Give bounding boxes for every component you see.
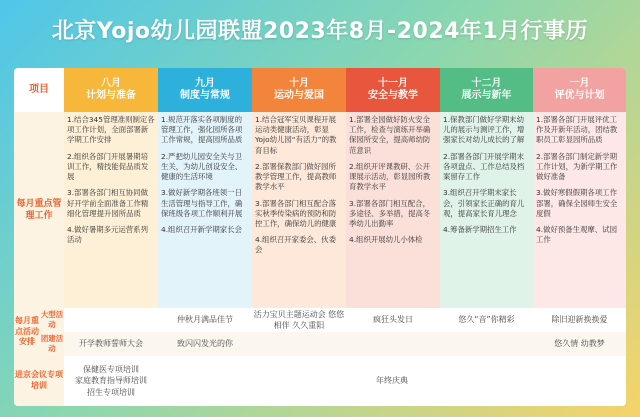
activities-group-label: 每月重点活动安排 xyxy=(14,308,40,356)
work-item: 2.部署各部门开展学期末各项盘点、工作总结及档案留存工作 xyxy=(443,151,525,182)
work-item: 1.部署全园做好防火安全工作，检查与演练开举确保园所安全，提高师幼防范意识 xyxy=(349,115,431,155)
calendar-table-panel xyxy=(14,68,626,406)
work-item: 4.组织召开新学期家长会 xyxy=(161,224,242,234)
work-item: 3.组织召开学期末家长会，引领家长正确的育儿观，提高家长育儿理念 xyxy=(443,188,525,218)
team-activity-label: 团建活动 xyxy=(40,332,64,356)
month-theme: 运动与爱国 xyxy=(274,90,324,101)
month-header-sep xyxy=(158,68,252,112)
training-mid: 年终庆典 xyxy=(158,356,626,406)
team-activity-oct xyxy=(252,332,346,356)
work-item: 2.部署保教部门做好园所教学管理工作，提高教师教学水平 xyxy=(255,161,337,192)
month-header-aug xyxy=(64,68,158,112)
training-row xyxy=(14,356,626,406)
month-name: 八月 xyxy=(101,77,121,89)
work-item: 4.组织召开家委会、伙委会 xyxy=(255,235,336,255)
month-theme: 评优与计划 xyxy=(554,90,605,101)
work-cell-oct xyxy=(252,112,346,308)
work-item: 3.部署各部门相互配合，多途径、多举措，提高冬季幼儿出勤率 xyxy=(349,198,431,228)
work-cell-sep xyxy=(158,112,252,308)
training-row-label: 进京会议专项培训 xyxy=(14,356,64,406)
month-name: 九月 xyxy=(195,77,215,89)
major-activity-sep: 仲秋月满品佳节 xyxy=(158,308,252,332)
month-theme: 安全与教学 xyxy=(368,90,418,101)
month-name: 一月 xyxy=(569,77,590,89)
work-item: 4.做好暑期多元运营系列活动 xyxy=(67,224,148,245)
month-header-oct xyxy=(252,68,346,112)
major-activity-jan: 除旧迎新换换爱 xyxy=(533,308,626,332)
work-item: 2.部署各部门制定新学期工作计划，为新学期工作做好准备 xyxy=(536,151,618,182)
work-item: 3.做好新学期各班领一日生活管理与指导工作，确保班级各项工作顺利开展 xyxy=(161,188,243,218)
month-theme: 展示与新年 xyxy=(461,90,512,101)
work-row xyxy=(14,112,626,308)
work-item: 2.组织开评课教研、公开课展示活动，彰显园所教育教学水平 xyxy=(349,161,431,192)
work-cell-dec xyxy=(440,112,533,308)
month-name: 十月 xyxy=(289,77,309,89)
work-item: 4.做好预备生观摩、试园工作 xyxy=(536,224,617,245)
work-item: 3.部署各部门相互配合落实秋季传染病的预防和防控工作，确保幼儿的健康 xyxy=(255,198,337,228)
work-item: 3.做好寒假假期各项工作部署，确保全园师生安全度假 xyxy=(536,188,618,218)
work-cell-nov xyxy=(346,112,440,308)
header-row xyxy=(14,68,626,112)
work-item: 3.部署各部门相互协同做好开学前全面准备工作精细化管理提升园所品质 xyxy=(67,188,149,218)
team-activity-dec xyxy=(440,332,533,356)
work-item: 2.严把幼儿园安全关与卫生关，为幼儿创设安全、健康的生活环境 xyxy=(161,151,243,182)
month-name: 十二月 xyxy=(471,77,502,89)
major-activity-row xyxy=(14,308,626,332)
team-activity-aug: 开学教师誓师大会 xyxy=(64,332,158,356)
project-header: 项目 xyxy=(14,68,64,112)
training-left: 保健医专项培训 家庭教育指导师培训 招生专项培训 xyxy=(64,356,158,406)
work-cell-jan xyxy=(533,112,626,308)
calendar-table xyxy=(14,68,626,406)
work-item: 1.部署各部门开展评优工作及开新年活动，团结教职员工彰显园所品质 xyxy=(536,115,618,145)
work-item: 1.结合345管理准则制定各项工作计划，全面部署新学期工作安排 xyxy=(67,115,155,145)
work-item: 1.结合冠军宝贝课程开展运动类健康活动，彰显Yojo幼儿园“有活力”的教育目标 xyxy=(255,115,337,155)
work-item: 1.保教部门做好学期末幼儿的展示与测评工作，增强家长对幼儿成长的了解 xyxy=(443,115,525,145)
work-cell-aug xyxy=(64,112,158,308)
month-name: 十一月 xyxy=(378,77,408,89)
team-activity-sep: 致闪闪发光的你 xyxy=(158,332,252,356)
month-header-jan xyxy=(533,68,626,112)
major-activity-dec: 悠久“音”你精彩 xyxy=(440,308,533,332)
work-item: 4.筹备新学期招生工作 xyxy=(443,224,517,234)
major-activity-oct: 活力宝贝主题运动会 悠悠相伴 久久重阳 xyxy=(253,309,345,330)
month-theme: 制度与常规 xyxy=(180,90,230,101)
page-title: 北京Yojo幼儿园联盟2023年8月-2024年1月行事历 xyxy=(51,19,589,44)
team-activity-jan: 悠久情 幼教梦 xyxy=(533,332,626,356)
work-item: 2.组织各部门开展暑期培训工作，精技能促品质发展 xyxy=(67,151,149,182)
work-item: 4.组织开展幼儿小体检 xyxy=(349,235,423,245)
major-activity-aug xyxy=(64,308,158,332)
month-header-nov xyxy=(346,68,440,112)
work-item: 1.规范开落实各项制度的管理工作，强化园所各项工作常规，提高园所品质 xyxy=(161,115,243,145)
team-activity-row xyxy=(14,332,626,356)
work-row-label: 每月重点管理工作 xyxy=(14,112,64,308)
month-header-dec xyxy=(440,68,533,112)
major-activity-label: 大型活动 xyxy=(40,308,64,332)
team-activity-nov xyxy=(346,332,440,356)
month-theme: 计划与准备 xyxy=(86,90,136,101)
major-activity-nov: 疯狂头发日 xyxy=(346,308,440,332)
